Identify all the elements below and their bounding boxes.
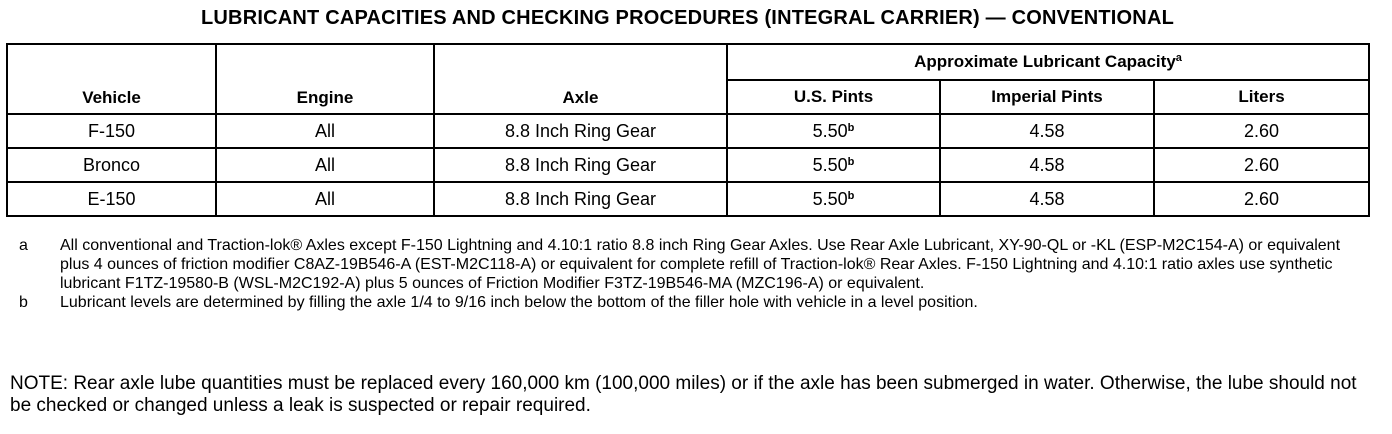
cell-liters: 2.60 (1154, 148, 1369, 182)
cell-us-pints (727, 148, 940, 182)
column-header-us-pints: U.S. Pints (727, 80, 940, 114)
footnote-key: b (19, 294, 28, 311)
footnote-b (19, 293, 1364, 312)
cell-vehicle: F-150 (7, 114, 216, 148)
cell-engine: All (216, 114, 434, 148)
footnote-marker-a: a (1175, 52, 1182, 64)
cell-vehicle: E-150 (7, 182, 216, 216)
us-pints-value: 5.50 (812, 188, 848, 209)
cell-axle: 8.8 Inch Ring Gear (434, 182, 727, 216)
note-paragraph: NOTE: Rear axle lube quantities must be replaced every 160,000 km (100,000 miles) or if the axle has been submerged in water. Otherwise, the lube should not be checked or changed unless a leak is suspected or repair required. (10, 373, 1357, 416)
cell-imperial-pints: 4.58 (940, 182, 1154, 216)
column-header-imperial-pints: Imperial Pints (940, 80, 1154, 114)
group-header-label: Approximate Lubricant Capacity (914, 52, 1176, 71)
column-header-liters: Liters (1154, 80, 1369, 114)
footnote-marker-b: b (847, 189, 855, 202)
us-pints-value: 5.50 (812, 120, 848, 141)
cell-axle: 8.8 Inch Ring Gear (434, 114, 727, 148)
page-title: LUBRICANT CAPACITIES AND CHECKING PROCEDURES (INTEGRAL CARRIER) — CONVENTIONAL (200, 7, 1175, 29)
us-pints-value: 5.50 (812, 154, 848, 175)
cell-liters: 2.60 (1154, 114, 1369, 148)
table-row (7, 148, 1369, 182)
column-header-engine: Engine (216, 44, 434, 114)
cell-imperial-pints: 4.58 (940, 114, 1154, 148)
footnote-marker-b: b (847, 155, 855, 168)
cell-imperial-pints: 4.58 (940, 148, 1154, 182)
cell-vehicle: Bronco (7, 148, 216, 182)
footnote-a (19, 236, 1364, 293)
table-row (7, 182, 1369, 216)
cell-us-pints (727, 182, 940, 216)
table-row (7, 114, 1369, 148)
footnote-text: All conventional and Traction-lok® Axles except F-150 Lightning and 4.10:1 ratio 8.8 inch Ring Gear Axles. Use Rear Axle Lubricant, XY-90-QL or -KL (ESP-M2C154-A) or equivalent plus 4 ounces of friction modifier C8AZ-19B546-A (EST-M2C118-A) or equivalent for complete refill of Traction-lok® Rear Axles. F-150 Lightning and 4.10:1 ratio axles use synthetic lubricant F1TZ-19580-B (WSL-M2C192-A) plus 5 ounces of Friction Modifier F3TZ-19B546-MA (MZC196-A) or equivalent. (60, 237, 1341, 292)
group-header-capacity (727, 44, 1369, 80)
capacity-table (6, 43, 1370, 217)
footnote-marker-b: b (847, 121, 855, 134)
cell-axle: 8.8 Inch Ring Gear (434, 148, 727, 182)
column-header-vehicle: Vehicle (7, 44, 216, 114)
cell-engine: All (216, 182, 434, 216)
cell-us-pints (727, 114, 940, 148)
cell-engine: All (216, 148, 434, 182)
footnote-key: a (19, 237, 28, 254)
cell-liters: 2.60 (1154, 182, 1369, 216)
footnote-text: Lubricant levels are determined by filling the axle 1/4 to 9/16 inch below the bottom of the filler hole with vehicle in a level position. (60, 294, 978, 311)
column-header-axle: Axle (434, 44, 727, 114)
footnotes (19, 236, 1364, 312)
